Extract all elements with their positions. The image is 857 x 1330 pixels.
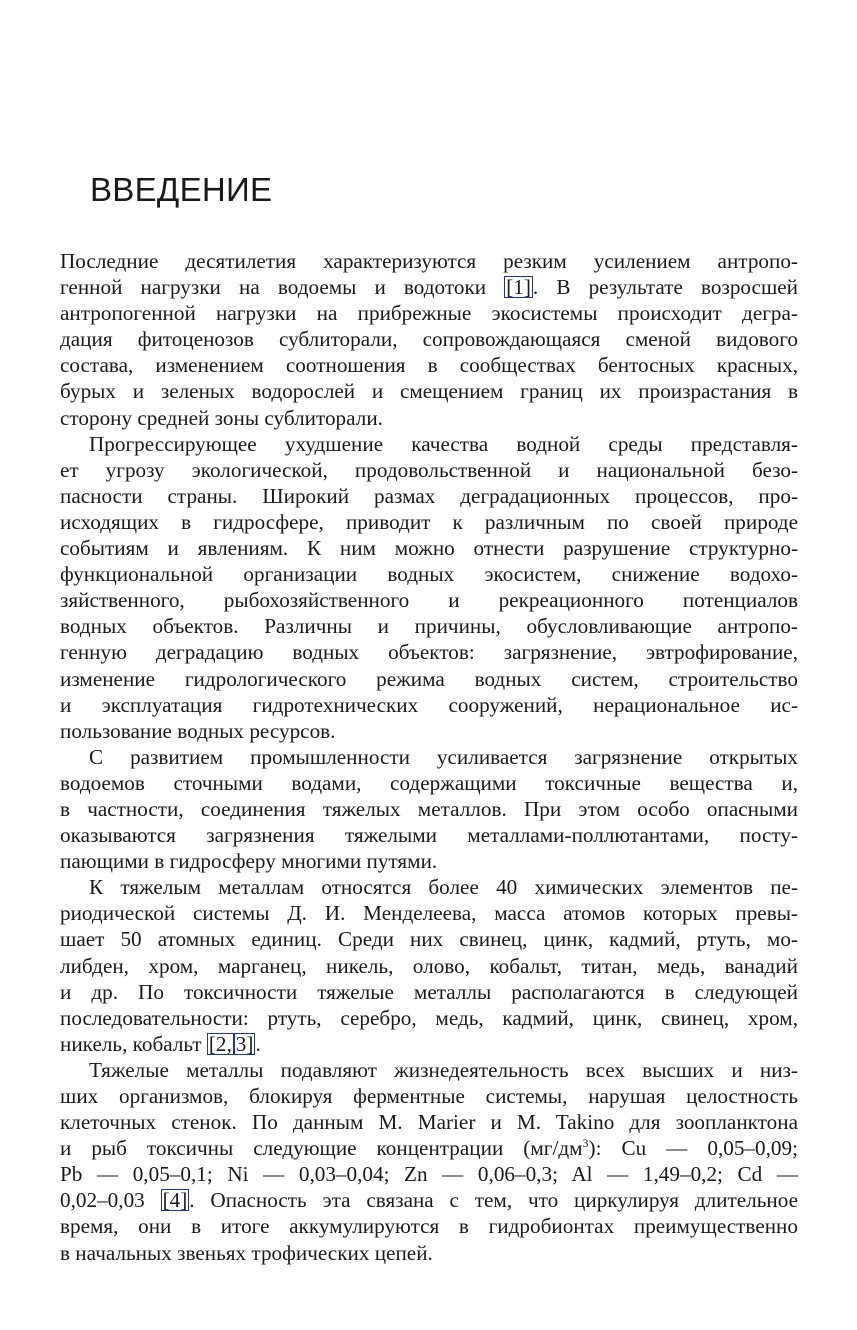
text-line: пающими в гидросферу многими путями. (60, 849, 438, 874)
text-line (60, 1135, 798, 1161)
text-line: бурых и зеленых водорослей и смещением границ их произрастания в (60, 379, 798, 404)
citation-link-1[interactable]: [1] (506, 275, 531, 300)
text-segment: . (255, 1031, 261, 1056)
text-line: Тяжелые металлы подавляют жизнедеятельность всех высших и низ- (89, 1057, 798, 1082)
text-line: в частности, соединения тяжелых металлов. При этом особо опасными (60, 796, 798, 821)
text-line: последовательности: ртуть, серебро, медь, кадмий, цинк, свинец, хром, (60, 1005, 798, 1030)
text-segment: 0,02–0,03 (60, 1188, 161, 1213)
text-line: событиям и явлениям. К ним можно отнести разрушение структурно- (60, 536, 798, 561)
text-segment: . В результате возросшей (532, 275, 798, 300)
text-line: водоемов сточными водами, содержащими токсичные вещества и, (60, 770, 798, 795)
text-line: ших организмов, блокируя ферментные системы, нарушая целостность (60, 1084, 798, 1108)
text-line: ет угрозу экологической, продовольственной и национальной безо- (60, 457, 798, 482)
text-line: оказываются загрязнения тяжелыми металлами-поллютантами, посту- (60, 823, 798, 848)
text-line: Прогрессирующее ухудшение качества водной среды представля- (89, 431, 798, 456)
text-line: пользование водных ресурсов. (60, 718, 336, 743)
text-line: пасности страны. Широкий размах деградационных процессов, про- (60, 483, 798, 508)
text-line: генную деградацию водных объектов: загрязнение, эвтрофирование, (60, 640, 798, 665)
text-line (60, 1187, 798, 1213)
citation-link-3[interactable]: 3] (235, 1031, 254, 1056)
body-text (60, 248, 798, 1266)
text-line: Последние десятилетия характеризуются резким усилением антропо- (60, 249, 798, 273)
text-line: риодической системы Д. И. Менделеева, масса атомов которых превы- (60, 901, 798, 926)
text-line (60, 274, 798, 300)
text-line: изменение гидрологического режима водных систем, строительство (60, 666, 798, 691)
page-title: ВВЕДЕНИЕ (90, 171, 273, 208)
text-line: исходящих в гидросфере, приводит к различным по своей природе (60, 509, 798, 534)
citation-link-2[interactable]: [2, (208, 1031, 232, 1056)
text-line: и др. По токсичности тяжелые металлы располагаются в следующей (60, 979, 798, 1004)
text-line: Pb — 0,05–0,1; Ni — 0,03–0,04; Zn — 0,06–0,3; Al — 1,49–0,2; Cd — (60, 1162, 798, 1187)
text-line: К тяжелым металлам относятся более 40 химических элементов пе- (89, 875, 798, 900)
text-line: состава, изменением соотношения в сообществах бентосных красных, (60, 353, 798, 378)
text-line: антропогенной нагрузки на прибрежные экосистемы происходит дегра- (60, 301, 798, 326)
text-segment: ): Cu — 0,05–0,09; (588, 1136, 798, 1161)
text-segment: генной нагрузки на водоемы и водотоки (60, 275, 505, 300)
text-line: С развитием промышленности усиливается загрязнение открытых (89, 744, 798, 769)
text-segment: никель, кобальт (60, 1031, 207, 1056)
citation-link-4[interactable]: [4] (162, 1188, 188, 1213)
text-segment: . Опасность эта связана с тем, что циркулируя длительное (189, 1188, 798, 1213)
text-line: либден, хром, марганец, никель, олово, кобальт, титан, медь, ванадий (60, 953, 798, 978)
text-line: в начальных звеньях трофических цепей. (60, 1240, 433, 1265)
text-segment: и рыб токсичны следующие концентрации (мг/дм (60, 1136, 583, 1161)
superscript: 3 (582, 1136, 589, 1151)
text-line: клеточных стенок. По данным M. Marier и M. Takino для зоопланктона (60, 1110, 798, 1135)
text-line: шает 50 атомных единиц. Среди них свинец, цинк, кадмий, ртуть, мо- (60, 927, 798, 952)
text-line: водных объектов. Различны и причины, обусловливающие антропо- (60, 614, 798, 639)
text-line: сторону средней зоны сублиторали. (60, 405, 383, 430)
text-line (60, 1031, 798, 1057)
text-line: зяйственного, рыбохозяйственного и рекреационного потенциалов (60, 588, 798, 613)
text-line: время, они в итоге аккумулируются в гидробионтах преимущественно (60, 1214, 798, 1239)
text-line: и эксплуатация гидротехнических сооружений, нерациональное ис- (60, 692, 798, 717)
text-line: дация фитоценозов сублиторали, сопровождающаяся сменой видового (60, 327, 798, 352)
text-line: функциональной организации водных экосистем, снижение водохо- (60, 562, 798, 587)
